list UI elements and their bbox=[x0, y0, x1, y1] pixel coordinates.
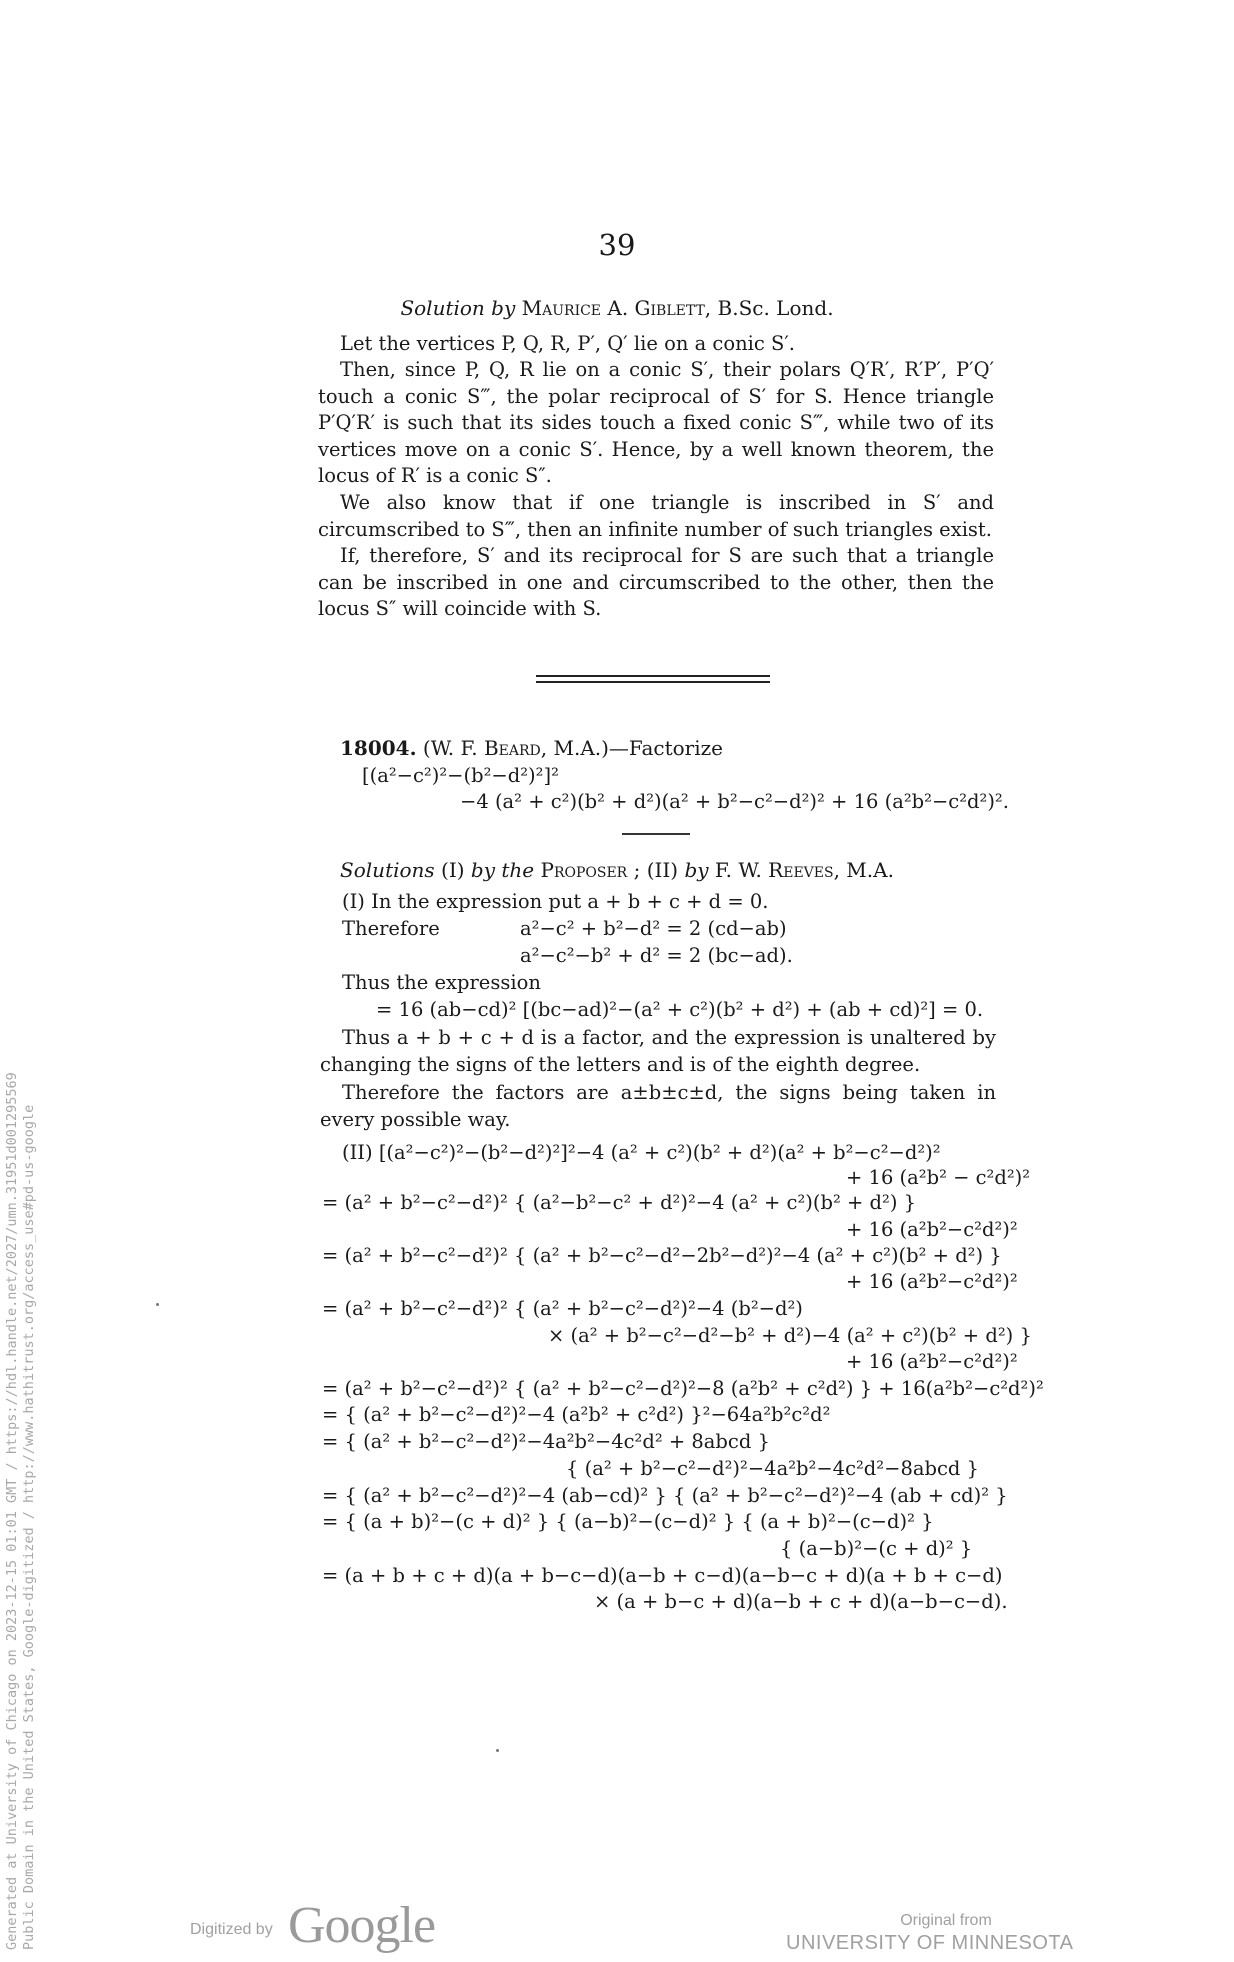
solution-by-label: Solution by bbox=[400, 296, 516, 320]
solution-line: a²−c²−b² + d² = 2 (bc−ad). bbox=[520, 944, 793, 967]
problem-expression: [(a²−c²)²−(b²−d²)²]² bbox=[362, 764, 559, 787]
derivation-line: = { (a² + b²−c²−d²)²−4a²b²−4c²d² + 8abcd } bbox=[322, 1430, 770, 1453]
watermark-line: Public Domain in the United States, Google-digitized / http://www.hathitrust.org/access_use#pd-us-google bbox=[21, 1104, 37, 1950]
problem-number: 18004. bbox=[340, 736, 417, 760]
speck bbox=[496, 1749, 499, 1752]
digitized-by-label: Digitized by bbox=[190, 1921, 273, 1938]
derivation-line: { (a−b)²−(c + d)² } bbox=[780, 1537, 973, 1560]
proposer-name: Beard bbox=[483, 736, 541, 760]
derivation-line: + 16 (a²b²−c²d²)² bbox=[846, 1218, 1018, 1241]
google-logo: Google bbox=[288, 1897, 436, 1954]
proposer-close: , M.A.)—Factorize bbox=[540, 736, 723, 760]
problem-statement bbox=[340, 736, 723, 760]
side-watermark bbox=[4, 1072, 38, 1950]
heading-part: F. W. bbox=[708, 858, 769, 882]
derivation-line: = (a² + b²−c²−d²)² { (a²−b²−c² + d²)²−4 (a² + c²)(b² + d²) } bbox=[322, 1191, 917, 1214]
paragraph: Therefore the factors are a±b±c±d, the signs being taken in every possible way. bbox=[320, 1081, 996, 1131]
solution-line: = 16 (ab−cd)² [(bc−ad)²−(a² + c²)(b² + d²) + (ab + cd)²] = 0. bbox=[376, 998, 984, 1021]
derivation-line: + 16 (a²b² − c²d²)² bbox=[846, 1166, 1031, 1189]
paragraph: Let the vertices P, Q, R, P′, Q′ lie on a conic S′. bbox=[340, 332, 795, 355]
page-number: 39 bbox=[598, 228, 636, 262]
paragraph: We also know that if one triangle is inscribed in S′ and circumscribed to S‴, then an infinite number of such triangles exist. bbox=[318, 491, 994, 541]
paragraph: Then, since P, Q, R lie on a conic S′, their polars Q′R′, R′P′, P′Q′ touch a conic S‴, the polar reciprocal of S′ for S. Hence triangle P′Q′R′ is such that its sides touch a fixed conic S‴, while two of its vertices move on a conic S′. Hence, by a well known theorem, the locus of R′ is a conic S″. bbox=[318, 358, 994, 487]
proposer-label: Proposer bbox=[540, 858, 628, 882]
derivation-line: = { (a + b)²−(c + d)² } { (a−b)²−(c−d)² } { (a + b)²−(c−d)² } bbox=[322, 1510, 934, 1533]
heading-part: by bbox=[684, 858, 709, 882]
solution-line: a²−c² + b²−d² = 2 (cd−ab) bbox=[520, 917, 787, 940]
derivation-line: = (a² + b²−c²−d²)² { (a² + b²−c²−d²)²−8 (a²b² + c²d²) } + 16(a²b²−c²d²)² bbox=[322, 1377, 1044, 1400]
university-name: UNIVERSITY OF MINNESOTA bbox=[786, 1932, 1074, 1954]
derivation-line: = { (a² + b²−c²−d²)²−4 (a²b² + c²d²) }²−64a²b²c²d² bbox=[322, 1403, 831, 1426]
solver-name: Reeves bbox=[768, 858, 834, 882]
derivation-line: = (a² + b²−c²−d²)² { (a² + b²−c²−d²)²−4 (b²−d²) bbox=[322, 1297, 803, 1320]
solutions-label: Solutions bbox=[340, 858, 435, 882]
derivation-line: + 16 (a²b²−c²d²)² bbox=[846, 1270, 1018, 1293]
solution-line: Thus the expression bbox=[342, 971, 541, 994]
solutions-heading bbox=[0, 858, 1234, 882]
paragraph: Thus a + b + c + d is a factor, and the expression is unaltered by changing the signs of the letters and is of the eighth degree. bbox=[320, 1026, 996, 1076]
derivation-line: { (a² + b²−c²−d²)²−4a²b²−4c²d²−8abcd } bbox=[566, 1457, 979, 1480]
solution-heading bbox=[0, 296, 1234, 320]
derivation-line: = (a + b + c + d)(a + b−c−d)(a−b + c−d)(a−b−c + d)(a + b + c−d) bbox=[322, 1564, 1003, 1587]
heading-part: (I) bbox=[434, 858, 471, 882]
divider bbox=[622, 833, 690, 835]
problem-expression: −4 (a² + c²)(b² + d²)(a² + b²−c²−d²)² + 16 (a²b²−c²d²)². bbox=[460, 790, 1009, 813]
derivation-line: = { (a² + b²−c²−d²)²−4 (ab−cd)² } { (a² + b²−c²−d²)²−4 (ab + cd)² } bbox=[322, 1484, 1008, 1507]
derivation-line: + 16 (a²b²−c²d²)² bbox=[846, 1350, 1018, 1373]
heading-part: , M.A. bbox=[833, 858, 894, 882]
derivation-line: (II) [(a²−c²)²−(b²−d²)²]²−4 (a² + c²)(b² + d²)(a² + b²−c²−d²)² bbox=[342, 1141, 941, 1164]
watermark-line: Generated at University of Chicago on 2023-12-15 01:01 GMT / https://hdl.handle.net/2027/umn.31951d001295569 bbox=[4, 1072, 20, 1950]
paragraph: If, therefore, S′ and its reciprocal for S are such that a triangle can be inscribed in one and circumscribed to the other, then the locus S″ will coincide with S. bbox=[318, 544, 994, 620]
derivation-line: × (a + b−c + d)(a−b + c + d)(a−b−c−d). bbox=[594, 1590, 1008, 1613]
solution-line: Therefore bbox=[342, 917, 440, 940]
solution-line: (I) In the expression put a + b + c + d = 0. bbox=[342, 890, 769, 913]
divider bbox=[536, 681, 770, 683]
solution-author: Maurice A. Giblett bbox=[521, 296, 705, 320]
original-from-label: Original from bbox=[900, 1912, 992, 1929]
speck bbox=[156, 1303, 159, 1306]
divider bbox=[536, 675, 770, 677]
solution-credentials: , B.Sc. Lond. bbox=[704, 296, 834, 320]
heading-part: ; (II) bbox=[627, 858, 685, 882]
derivation-line: × (a² + b²−c²−d²−b² + d²)−4 (a² + c²)(b² + d²) } bbox=[548, 1324, 1032, 1347]
proposer-open: (W. F. bbox=[422, 736, 484, 760]
heading-part: by the bbox=[470, 858, 535, 882]
derivation-line: = (a² + b²−c²−d²)² { (a² + b²−c²−d²−2b²−d²)²−4 (a² + c²)(b² + d²) } bbox=[322, 1244, 1002, 1267]
